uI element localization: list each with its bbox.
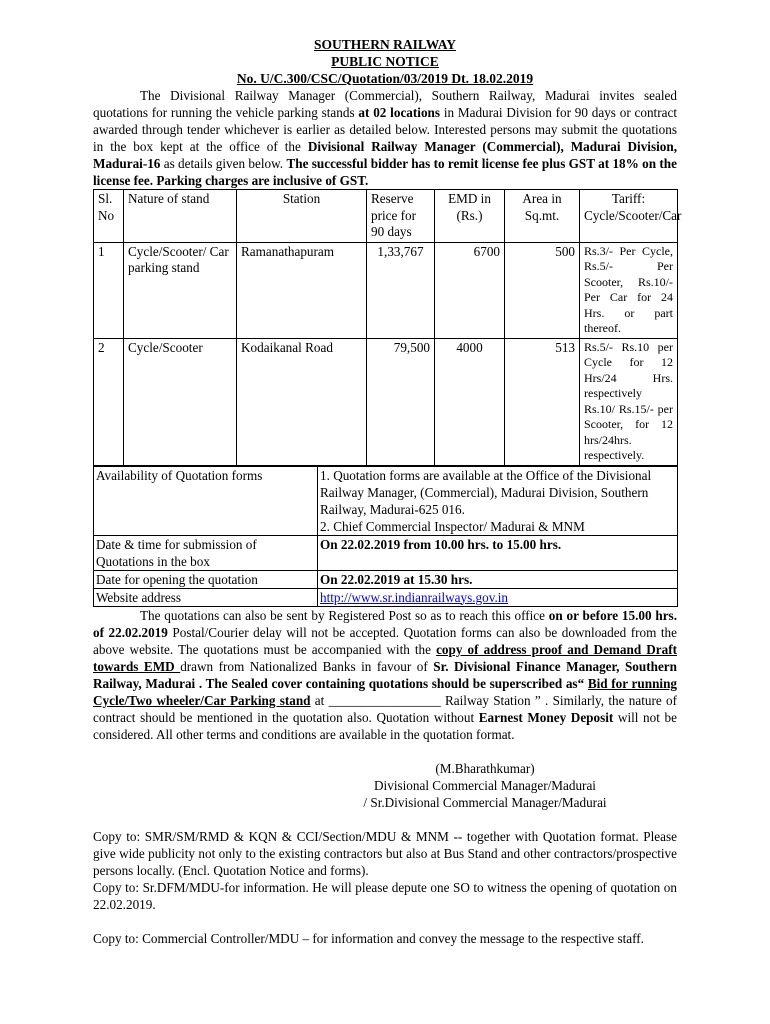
col-area: Area in Sq.mt. xyxy=(505,190,580,243)
website-cell xyxy=(318,588,678,606)
intro-office: Divisional Railway Manager (Commercial), Madurai Division, Madurai-16 xyxy=(93,139,677,171)
opening-value: On 22.02.2019 at 15.30 hrs. xyxy=(318,570,678,588)
body-text-5: will not be considered. All other terms and conditions are available in the quotation format. xyxy=(93,709,677,742)
col-emd: EMD in (Rs.) xyxy=(435,190,505,243)
cell-tariff: Rs.5/- Rs.10 per Cycle for 12 Hrs/24 Hrs. respectively Rs.10/ Rs.15/- per Scooter, for 12 hrs/24hrs. respectively. xyxy=(580,338,678,465)
body-deadline: on or before 15.00 hrs. of 22.02.2019 xyxy=(93,607,677,640)
signatory-title-2: / Sr.Divisional Commercial Manager/Madurai xyxy=(363,794,607,810)
notice-title: PUBLIC NOTICE xyxy=(331,54,439,69)
table-row xyxy=(94,338,678,465)
intro-text-2: in Madurai Division for 90 days or contract awarded through tender whichever is earlier as detailed below. Interested persons may submit the quotations in the box kept at the office of the xyxy=(93,105,677,154)
org-name: SOUTHERN RAILWAY xyxy=(314,37,456,52)
submission-label: Date & time for submission of Quotations in the box xyxy=(94,535,318,570)
cell-area: 513 xyxy=(505,338,580,465)
availability-item-1: 1. Quotation forms are available at the Office of the Divisional Railway Manager, (Commercial), Madurai Division, Southern Railway, Madurai-625 016. xyxy=(320,467,652,517)
cell-emd: 6700 xyxy=(435,242,505,338)
table-row xyxy=(94,242,678,338)
intro-text-3: as details given below. xyxy=(160,156,287,171)
intro-locations: at 02 locations xyxy=(358,105,441,120)
quotation-info-table xyxy=(93,466,678,607)
body-text-1: The quotations can also be sent by Registered Post so as to reach this office xyxy=(140,607,549,623)
copy-to-2: Copy to: Sr.DFM/MDU-for information. He will please depute one SO to witness the opening of quotation on 22.02.2019. xyxy=(93,879,677,912)
copy-to-3: Copy to: Commercial Controller/MDU – for information and convey the message to the respective staff. xyxy=(93,930,644,946)
body-text-2: Postal/Courier delay will not be accepted. Quotation forms can also be downloaded from the above website. The quotations must be accompanied with the xyxy=(93,624,677,657)
col-station: Station xyxy=(237,190,367,243)
notice-reference: No. U/C.300/CSC/Quotation/03/2019 Dt. 18.02.2019 xyxy=(236,71,534,86)
notice-page xyxy=(93,36,682,947)
intro-text-1: The Divisional Railway Manager (Commercial), Southern Railway, Madurai invites sealed quotations for running the vehicle parking stands xyxy=(93,88,677,120)
cell-nature: Cycle/Scooter/ Car parking stand xyxy=(124,242,237,338)
availability-item-2: 2. Chief Commercial Inspector/ Madurai & MNM xyxy=(320,518,585,534)
info-row-availability xyxy=(94,466,678,535)
cell-sl: 1 xyxy=(94,242,124,338)
body-text-3: drawn from Nationalized Banks in favour of xyxy=(180,658,434,674)
signature-block xyxy=(293,760,677,811)
cell-station: Ramanathapuram xyxy=(237,242,367,338)
cell-sl: 2 xyxy=(94,338,124,465)
intro-gst-note: The successful bidder has to remit license fee plus GST at 18% on the license fee. Parking charges are inclusive of GST. xyxy=(93,156,677,188)
availability-label: Availability of Quotation forms xyxy=(94,466,318,535)
notice-header xyxy=(93,36,677,87)
col-nature: Nature of stand xyxy=(124,190,237,243)
website-link[interactable]: http://www.sr.indianrailways.gov.in xyxy=(320,589,509,605)
info-row-opening xyxy=(94,570,678,588)
cell-nature: Cycle/Scooter xyxy=(124,338,237,465)
body-emd: Earnest Money Deposit xyxy=(478,709,614,725)
availability-value xyxy=(318,466,678,535)
cell-tariff: Rs.3/- Per Cycle, Rs.5/- Per Scooter, Rs.10/- Per Car for 24 Hrs. or part thereof. xyxy=(580,242,678,338)
body-text-4: at _________________ Railway Station ” . Similarly, the nature of contract should be mentioned in the quotation also. Quotation without xyxy=(93,692,677,725)
info-row-submission xyxy=(94,535,678,570)
body-superscription: Bid for running Cycle/Two wheeler/Car Parking stand xyxy=(93,675,677,708)
col-reserve: Reserve price for 90 days xyxy=(367,190,435,243)
table-header-row xyxy=(94,190,678,243)
website-label: Website address xyxy=(94,588,318,606)
cell-area: 500 xyxy=(505,242,580,338)
cell-reserve: 79,500 xyxy=(367,338,435,465)
opening-label: Date for opening the quotation xyxy=(94,570,318,588)
signatory-name: (M.Bharathkumar) xyxy=(435,760,535,776)
parking-stands-table xyxy=(93,189,682,466)
col-sl: Sl. No xyxy=(94,190,124,243)
info-row-website xyxy=(94,588,678,606)
signatory-title-1: Divisional Commercial Manager/Madurai xyxy=(374,777,596,793)
intro-paragraph xyxy=(93,87,677,189)
submission-value: On 22.02.2019 from 10.00 hrs. to 15.00 hrs. xyxy=(318,535,678,570)
cell-reserve: 1,33,767 xyxy=(367,242,435,338)
body-payee: Sr. Divisional Finance Manager, Southern Railway, Madurai . The Sealed cover containing quotations should be superscribed as“ xyxy=(93,658,677,691)
cell-station: Kodaikanal Road xyxy=(237,338,367,465)
body-paragraph xyxy=(93,607,677,743)
cell-emd: 4000 xyxy=(435,338,505,465)
body-documents: copy of address proof and Demand Draft towards EMD xyxy=(93,641,677,674)
col-tariff: Tariff: Cycle/Scooter/Car xyxy=(580,190,678,243)
copy-to-1: Copy to: SMR/SM/RMD & KQN & CCI/Section/MDU & MNM -- together with Quotation format. Please give wide publicity not only to the existing contractors but also at Bus Stand and other contractors/prospective persons locally. (Encl. Quotation Notice and forms). xyxy=(93,828,677,878)
